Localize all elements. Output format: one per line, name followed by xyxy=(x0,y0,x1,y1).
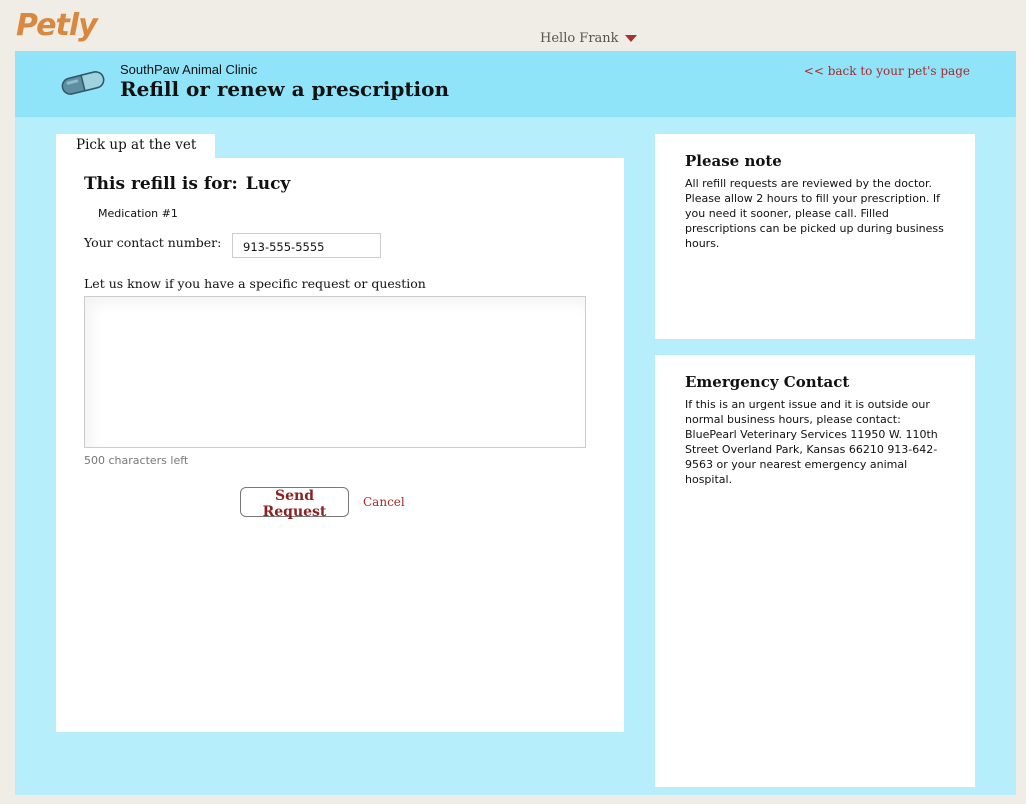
user-menu[interactable] xyxy=(540,31,637,46)
petly-logo[interactable]: Petly xyxy=(16,8,97,43)
refill-form-panel xyxy=(56,158,624,732)
request-label: Let us know if you have a specific request or question xyxy=(84,276,426,291)
cancel-link[interactable]: Cancel xyxy=(363,495,405,509)
send-request-button[interactable]: Send Request xyxy=(240,487,349,517)
please-note-body: All refill requests are reviewed by the doctor. Please allow 2 hours to fill your prescription. If you need it sooner, please call. Filled prescriptions can be picked up during business hours. xyxy=(685,177,944,250)
please-note-panel xyxy=(655,134,975,339)
pet-name: Lucy xyxy=(245,174,291,194)
user-greeting: Hello Frank xyxy=(540,31,619,46)
emergency-contact-title: Emergency Contact xyxy=(685,373,850,391)
please-note-title: Please note xyxy=(685,152,782,170)
contact-number-input[interactable] xyxy=(232,233,381,258)
contact-number-label: Your contact number: xyxy=(84,235,222,250)
back-to-pet-link[interactable]: << back to your pet's page xyxy=(803,64,970,78)
characters-left: 500 characters left xyxy=(84,454,189,467)
emergency-contact-body: If this is an urgent issue and it is outside our normal business hours, please contact: BluePearl Veterinary Services 11950 W. 110th Street Overland Park, Kansas 66210 913-642-9563 or your nearest emergency animal hospital. xyxy=(685,398,938,486)
page-header xyxy=(15,51,1016,117)
emergency-contact-panel xyxy=(655,355,975,787)
tab-pick-up-at-vet[interactable]: Pick up at the vet xyxy=(56,134,215,159)
caret-down-icon xyxy=(625,35,637,42)
clinic-name: SouthPaw Animal Clinic xyxy=(120,62,258,77)
page-title: Refill or renew a prescription xyxy=(120,77,450,101)
pill-icon xyxy=(59,68,107,98)
medication-label: Medication #1 xyxy=(98,207,178,220)
request-textarea[interactable] xyxy=(84,296,586,448)
refill-for-label: This refill is for: xyxy=(84,174,238,194)
refill-for-heading xyxy=(84,174,290,194)
